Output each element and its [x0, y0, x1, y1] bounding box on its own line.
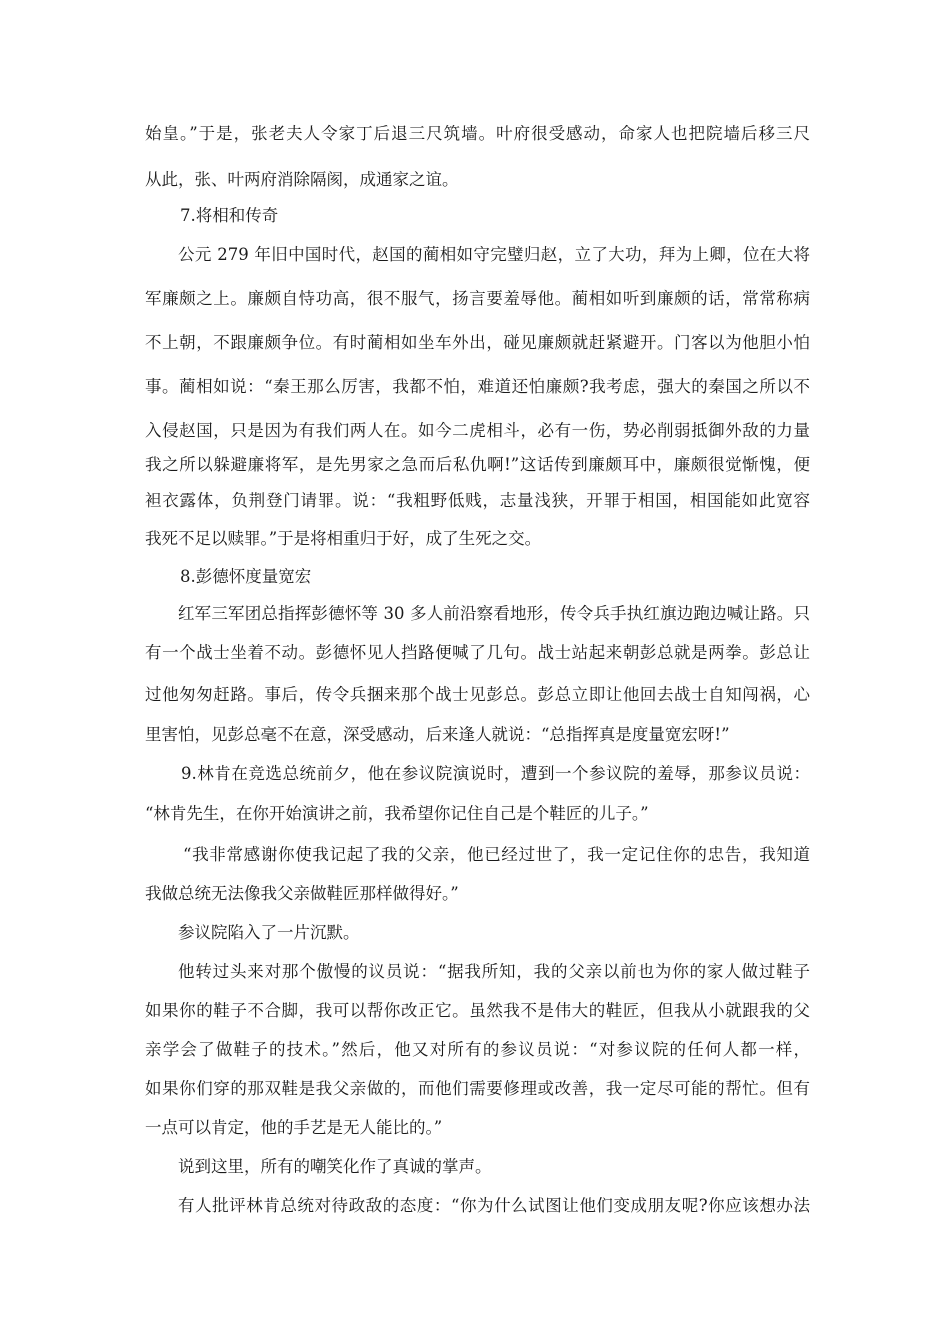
paragraph-line: 红军三军团总指挥彭德怀等 30 多人前沿察看地形，传令兵手执红旗边跑边喊让路。只 [178, 604, 810, 623]
paragraph-line: 有一个战士坐着不动。彭德怀见人挡路便喊了几句。战士站起来朝彭总就是两拳。彭总让 [145, 643, 810, 662]
section-heading: 8.彭德怀度量宽宏 [180, 567, 312, 586]
paragraph-line: 如果你们穿的那双鞋是我父亲做的，而他们需要修理或改善，我一定尽可能的帮忙。但有 [145, 1079, 810, 1098]
paragraph-line: 我死不足以赎罪。”于是将相重归于好，成了生死之交。 [145, 529, 542, 548]
paragraph-line: 如果你的鞋子不合脚，我可以帮你改正它。虽然我不是伟大的鞋匠，但我从小就跟我的父 [145, 1001, 810, 1020]
paragraph-line: 亲学会了做鞋子的技术。”然后，他又对所有的参议员说：“对参议院的任何人都一样， [145, 1040, 810, 1059]
paragraph-line: 我之所以躲避廉将军，是先男家之急而后私仇啊!”这话传到廉颇耳中，廉颇很觉惭愧，便 [145, 455, 810, 474]
paragraph-line: “我非常感谢你使我记起了我的父亲，他已经过世了，我一定记住你的忠告，我知道 [183, 845, 810, 864]
paragraph-line: 一点可以肯定，他的手艺是无人能比的。” [145, 1118, 443, 1137]
paragraph-line: 我做总统无法像我父亲做鞋匠那样做得好。” [145, 884, 459, 903]
paragraph-line: 军廉颇之上。廉颇自恃功高，很不服气，扬言要羞辱他。蔺相如听到廉颇的话，常常称病 [145, 289, 810, 308]
paragraph-line: 里害怕，见彭总毫不在意，深受感动，后来逢人就说：“总指挥真是度量宽宏呀!” [145, 725, 730, 744]
paragraph-line: 公元 279 年旧中国时代，赵国的蔺相如守完璧归赵，立了大功，拜为上卿，位在大将 [178, 245, 810, 264]
paragraph-line: 有人批评林肯总统对待政敌的态度：“你为什么试图让他们变成朋友呢?你应该想办法 [178, 1196, 810, 1215]
paragraph-line: 入侵赵国，只是因为有我们两人在。如今二虎相斗，必有一伤，势必削弱抵御外敌的力量 [145, 421, 810, 440]
section-heading: 7.将相和传奇 [180, 206, 279, 225]
paragraph-line: 从此，张、叶两府消除隔阂，成通家之谊。 [145, 170, 459, 189]
paragraph-line: 说到这里，所有的嘲笑化作了真诚的掌声。 [178, 1157, 492, 1176]
paragraph-line: 过他匆匆赶路。事后，传令兵捆来那个战士见彭总。彭总立即让他回去战士自知闯祸，心 [145, 685, 810, 704]
paragraph-line: 始皇。”于是，张老夫人令家丁后退三尺筑墙。叶府很受感动，命家人也把院墙后移三尺 [145, 124, 810, 143]
paragraph-line: “林肯先生，在你开始演讲之前，我希望你记住自己是个鞋匠的儿子。” [145, 804, 649, 823]
paragraph-line: 事。蔺相如说：“秦王那么厉害，我都不怕，难道还怕廉颇?我考虑，强大的秦国之所以不 [145, 377, 810, 396]
paragraph-line: 他转过头来对那个傲慢的议员说：“据我所知，我的父亲以前也为你的家人做过鞋子 [178, 962, 810, 981]
paragraph-line: 不上朝，不跟廉颇争位。有时蔺相如坐车外出，碰见廉颇就赶紧避开。门客以为他胆小怕 [145, 333, 810, 352]
paragraph-line: 参议院陷入了一片沉默。 [178, 923, 360, 942]
paragraph-line: 袒衣露体，负荆登门请罪。说：“我粗野低贱，志量浅狭，开罪于相国，相国能如此宽容 [145, 491, 810, 510]
paragraph-line: 9.林肯在竞选总统前夕，他在参议院演说时，遭到一个参议院的羞辱，那参议员说： [181, 764, 810, 783]
